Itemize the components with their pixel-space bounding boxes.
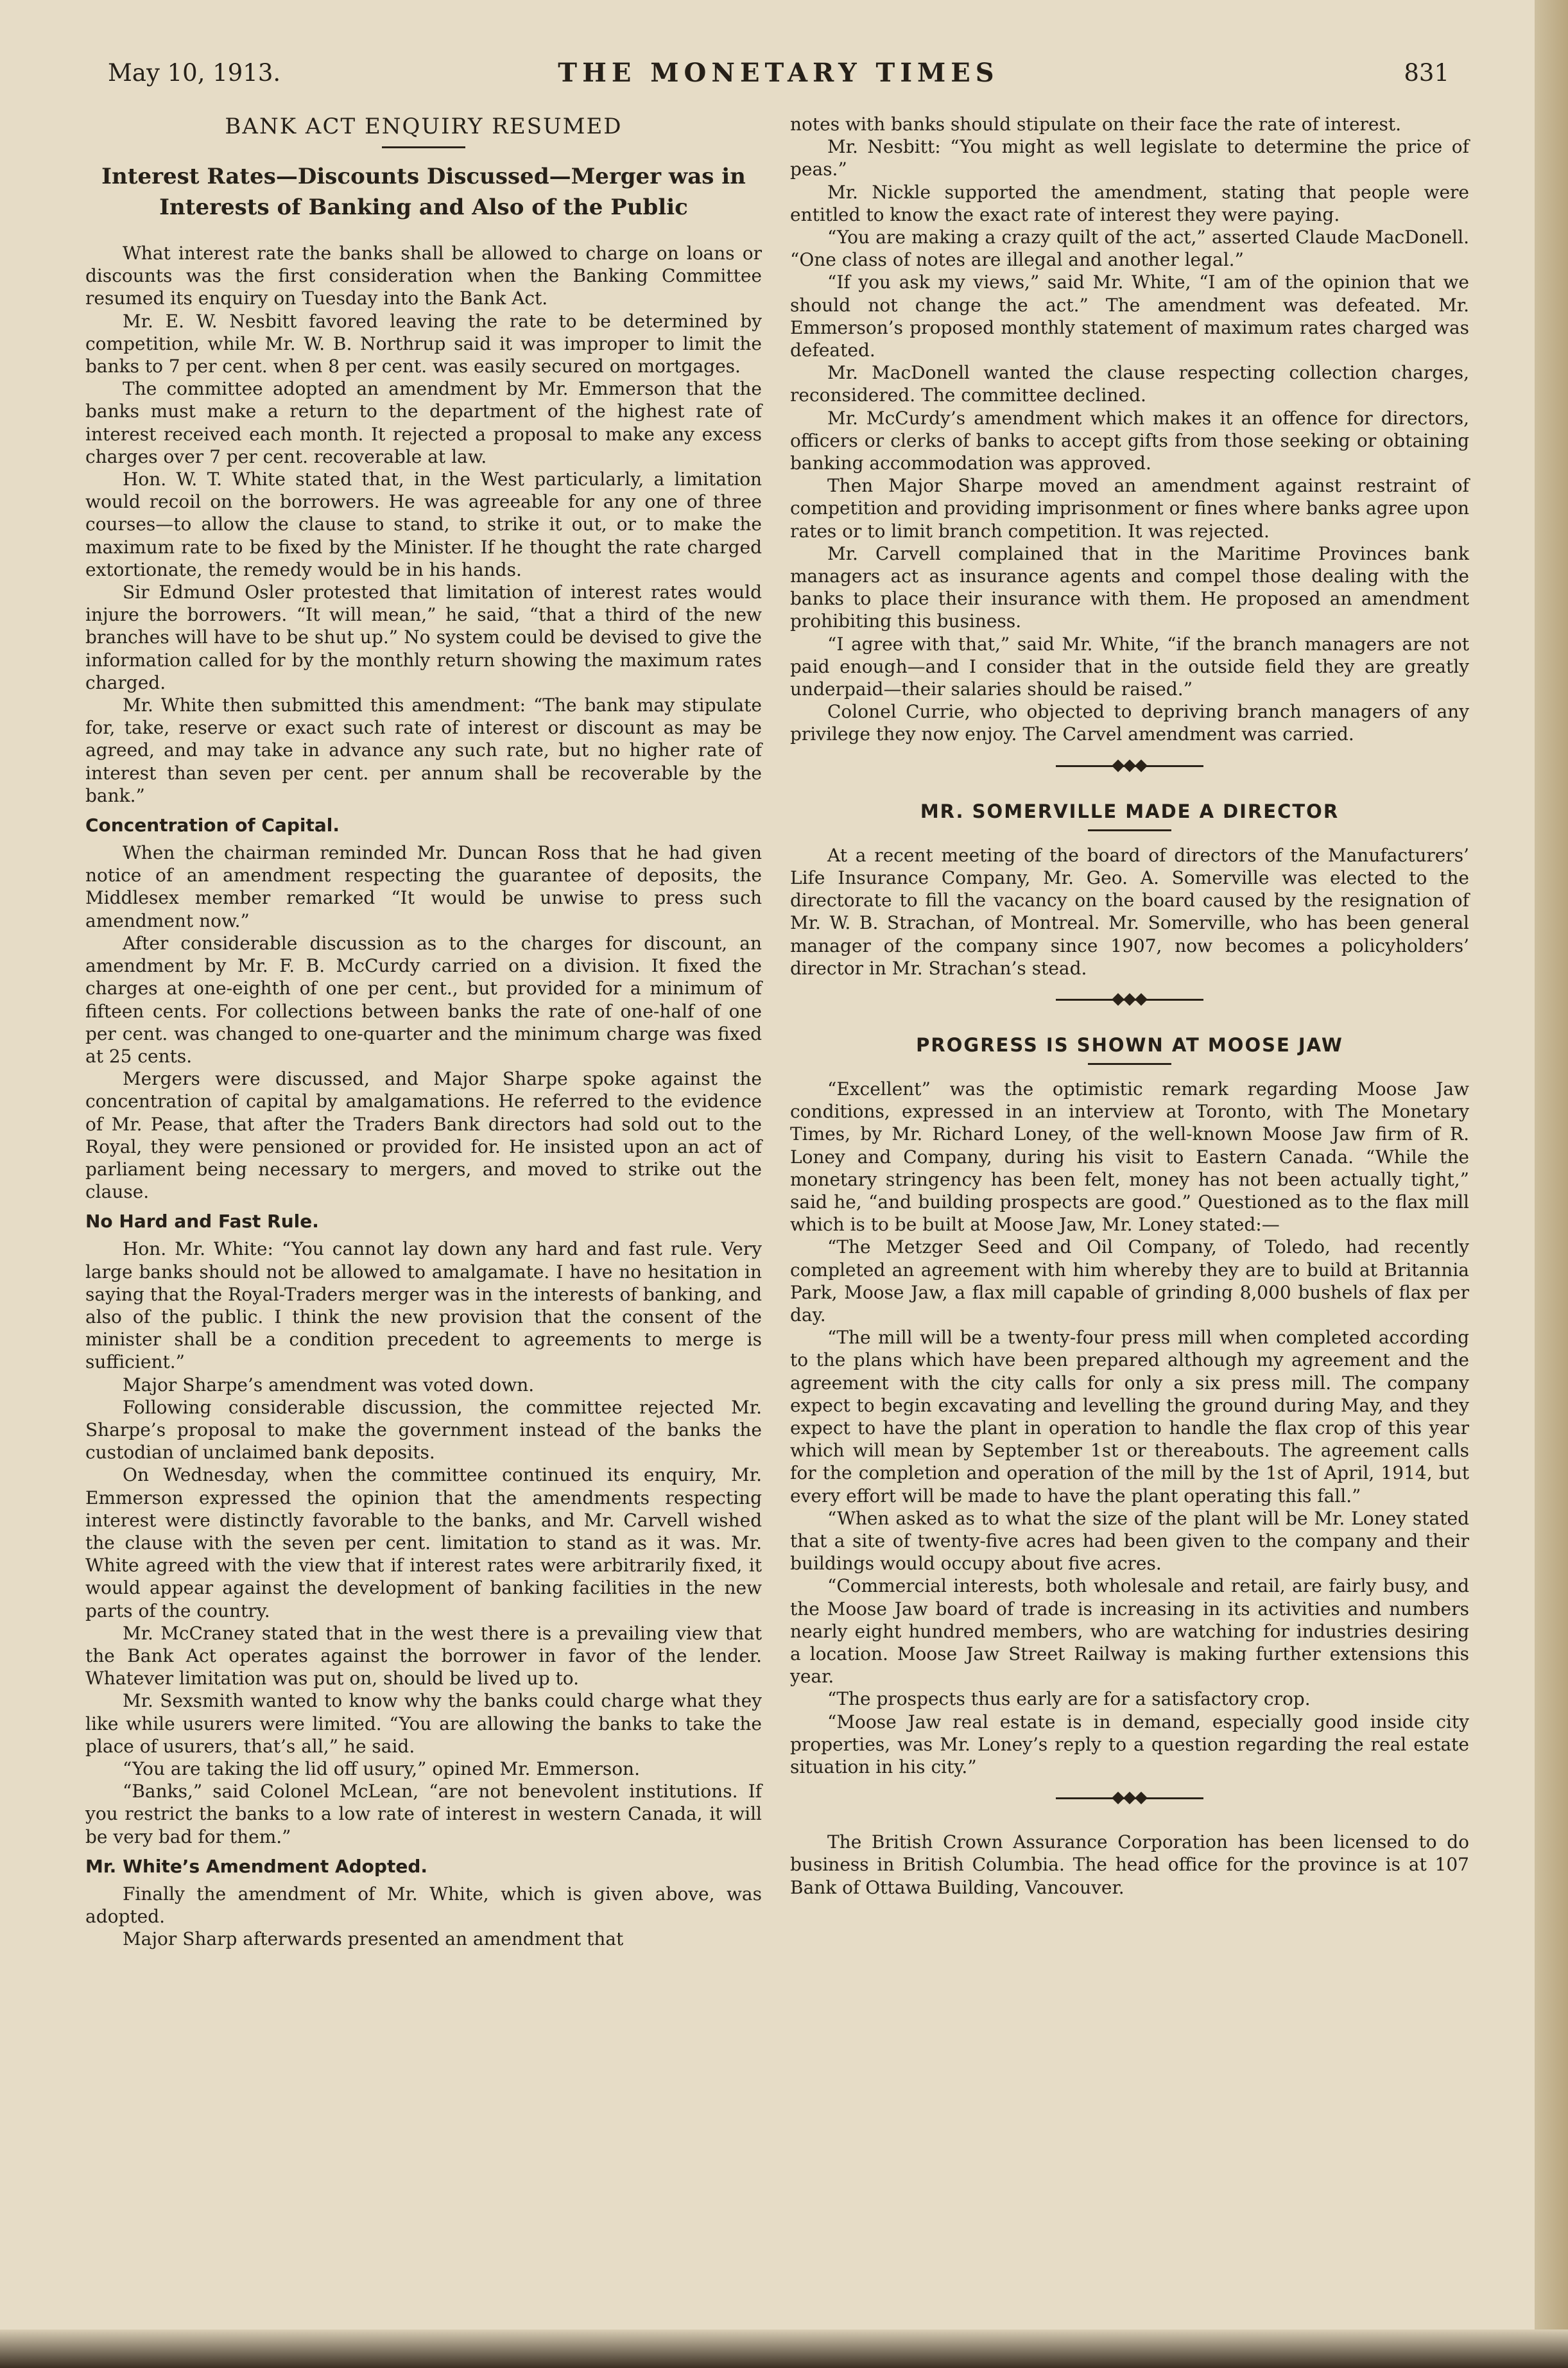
paragraph: “If you ask my views,” said Mr. White, “I am of the opinion that we should not change the act.” The amendment was defeated. Mr. Emmerson’s proposed monthly statement of maximum rates charged was defeated. [790,272,1469,361]
paragraph: “The prospects thus early are for a satisfactory crop. [827,1688,1311,1710]
paragraph: Colonel Currie, who objected to depriving branch managers of any privilege they now enjoy. The Carvel amendment was carried. [790,701,1469,745]
issue-date: May 10, 1913. [108,59,281,87]
section-divider [1056,761,1203,770]
section-heading: No Hard and Fast Rule. [85,1211,319,1232]
paragraph: Mr. McCraney stated that in the west there is a prevailing view that the Bank Act operates against the borrower in favor of the lender. Whatever limitation was put on, should be lived up to. [85,1622,762,1690]
article-title: MR. SOMERVILLE MADE A DIRECTOR [920,800,1340,822]
article-subtitle: Interest Rates—Discounts Discussed—Merger was in Interests of Banking and Also of the Public [101,164,746,220]
paragraph: “Commercial interests, both wholesale and retail, are fairly busy, and the Moose Jaw board of trade is increasing in its activities and numbers nearly eight hundred members, who are watching for industries desiring a location. Moose Jaw Street Railway is making further extensions this year. [790,1575,1469,1688]
paragraph: “You are making a crazy quilt of the act,” asserted Claude MacDonell. “One class of notes are illegal and another legal.” [790,227,1469,271]
paragraph: Hon. Mr. White: “You cannot lay down any hard and fast rule. Very large banks should not be allowed to amalgamate. I have no hesitation in saying that the Royal-Traders merger was in the interests of banking, and also of the public. I think the new provision that the consent of the minister shall be a condition precedent to agreements to merge is sufficient.” [85,1238,762,1373]
article-title: PROGRESS IS SHOWN AT MOOSE JAW [916,1033,1343,1056]
section-heading: Mr. White’s Amendment Adopted. [85,1855,427,1877]
paragraph: “The Metzger Seed and Oil Company, of Toledo, had recently completed an agreement with him whereby they are to build at Britannia Park, Moose Jaw, a flax mill capable of grinding 8,000 bushels of flax per day. [790,1236,1469,1326]
page-bottom-shadow [0,2329,1568,2368]
paragraph: “The mill will be a twenty-four press mill when completed according to the plans which have been prepared although my agreement and the agreement with the city calls for only a six press mill. The company expect to begin excavating and levelling the ground during May, and they expect to have the plant in operation to handle the flax crop of this year which will mean by September 1st or thereabouts. The agreement calls for the completion and operation of the mill by the 1st of April, 1914, but every effort will be made to have the plant operating this fall.” [790,1327,1469,1507]
paragraph: “When asked as to what the size of the plant will be Mr. Loney stated that a site of twenty-five acres had been given to the company and their buildings would occupy about five acres. [790,1507,1469,1575]
paragraph: Then Major Sharpe moved an amendment against restraint of competition and providing imprisonment or fines where banks agree upon rates or to limit branch competition. It was rejected. [790,475,1469,542]
paragraph: Mr. McCurdy’s amendment which makes it an offence for directors, officers or clerks of banks to accept gifts from those seeking or obtaining banking accommodation was approved. [790,407,1469,474]
article-title: BANK ACT ENQUIRY RESUMED [225,114,623,139]
page-header [108,59,1449,98]
paragraph: Mr. Carvell complained that in the Maritime Provinces bank managers act as insurance agents and compel those dealing with the banks to place their insurance with them. He proposed an amendment prohibiting this business. [790,542,1469,632]
paragraph: Sir Edmund Osler protested that limitation of interest rates would injure the borrowers. “It will mean,” he said, “that a third of the new branches will have to be shut up.” No system could be devised to give the information called for by the monthly return showing the maximum rates charged. [85,582,762,693]
section-heading: Concentration of Capital. [85,815,340,836]
paragraph: At a recent meeting of the board of directors of the Manufacturers’ Life Insurance Company, Mr. Geo. A. Somerville was elected to the directorate to fill the vacancy on the board caused by the resignation of Mr. W. B. Strachan, of Montreal. Mr. Somerville, who has been general manager of the company since 1907, now becomes a policyholders’ director in Mr. Strachan’s stead. [790,844,1469,979]
paragraph: notes with banks should stipulate on their face the rate of interest. [790,114,1402,135]
paragraph: When the chairman reminded Mr. Duncan Ross that he had given notice of an amendment respecting the guarantee of deposits, the Middlesex member remarked “It would be unwise to press such amendment now.” [85,842,762,931]
paragraph: The British Crown Assurance Corporation has been licensed to do business in British Columbia. The head office for the province is at 107 Bank of Ottawa Building, Vancouver. [790,1831,1469,1898]
paragraph: Mergers were discussed, and Major Sharpe spoke against the concentration of capital by amalgamations. He referred to the evidence of Mr. Pease, that after the Traders Bank directors had sold out to the Royal, they were pensioned or provided for. He insisted upon an act of parliament being necessary to mergers, and moved to strike out the clause. [85,1068,762,1203]
title-rule [382,146,465,148]
paragraph: “Moose Jaw real estate is in demand, especially good inside city properties, was Mr. Loney’s reply to a question regarding the real estate situation in his city.” [790,1711,1469,1777]
title-rule [1088,1063,1171,1065]
title-rule [1088,829,1171,831]
section-divider [1056,1793,1203,1802]
paragraph: Following considerable discussion, the committee rejected Mr. Sharpe’s proposal to make the government instead of the banks the custodian of unclaimed bank deposits. [85,1396,762,1464]
page-edge [1535,0,1568,2368]
paragraph: What interest rate the banks shall be allowed to charge on loans or discounts was the first consideration when the Banking Committee resumed its enquiry on Tuesday into the Bank Act. [85,243,762,309]
paragraph: Mr. E. W. Nesbitt favored leaving the rate to be determined by competition, while Mr. W. B. Northrup said it was improper to limit the banks to 7 per cent. when 8 per cent. was easily secured on mortgages. [85,310,762,377]
left-column [85,113,762,1950]
paragraph: Major Sharpe’s amendment was voted down. [123,1374,535,1396]
paragraph: “Banks,” said Colonel McLean, “are not benevolent institutions. If you restrict the banks to a low rate of interest in western Canada, it will be very bad for them.” [85,1781,762,1847]
paragraph: Hon. W. T. White stated that, in the West particularly, a limitation would recoil on the borrowers. He was agreeable for any one of three courses—to allow the clause to stand, to strike it out, or to make the maximum rate to be fixed by the Minister. If he thought the rate charged extortionate, the remedy would be in his hands. [85,469,762,580]
paragraph: Mr. Sexsmith wanted to know why the banks could charge what they like while usurers were limited. “You are allowing the banks to take the place of usurers, that’s all,” he said. [85,1690,762,1757]
paragraph: Mr. MacDonell wanted the clause respecting collection charges, reconsidered. The committee declined. [790,362,1469,406]
paragraph: After considerable discussion as to the charges for discount, an amendment by Mr. F. B. McCurdy carried on a division. It fixed the charges at one-eighth of one per cent., but provided for a minimum of fifteen cents. For collections between banks the rate of one-half of one per cent. was changed to one-quarter and the minimum charge was fixed at 25 cents. [85,932,762,1067]
paragraph: Mr. White then submitted this amendment: “The bank may stipulate for, take, reserve or exact such rate of interest or discount as may be agreed, and may take in advance any such rate, but no higher rate of interest than seven per cent. per annum shall be recoverable by the bank.” [85,695,762,806]
paragraph: On Wednesday, when the committee continued its enquiry, Mr. Emmerson expressed the opinion that the amendments respecting interest were distinctly favorable to the banks, and Mr. Carvell wished the clause with the seven per cent. limitation to stand as it was. Mr. White agreed with the view that if interest rates were arbitrarily fixed, it would appear against the development of banking facilities in the new parts of the country. [85,1464,762,1621]
paragraph: The committee adopted an amendment by Mr. Emmerson that the banks must make a return to the department of the highest rate of interest received each month. It rejected a proposal to make any excess charges over 7 per cent. recoverable at law. [85,378,762,467]
paragraph: “I agree with that,” said Mr. White, “if the branch managers are not paid enough—and I consider that in the outside field they are greatly underpaid—their salaries should be raised.” [790,633,1469,700]
paragraph: Major Sharp afterwards presented an amendment that [123,1928,624,1950]
paragraph: Mr. Nickle supported the amendment, stating that people were entitled to know the exact rate of interest they were paying. [790,181,1469,225]
right-column [790,113,1469,1899]
paragraph: “You are taking the lid off usury,” opined Mr. Emmerson. [123,1758,640,1779]
paragraph: Finally the amendment of Mr. White, which is given above, was adopted. [85,1883,762,1928]
publication-title: THE MONETARY TIMES [558,58,999,88]
page-number: 831 [1404,59,1449,87]
paragraph: “Excellent” was the optimistic remark regarding Moose Jaw conditions, expressed in an interview at Toronto, with The Monetary Times, by Mr. Richard Loney, of the well-known Moose Jaw firm of R. Loney and Company, during his visit to Eastern Canada. “While the monetary stringency has been felt, money has not been actually tight,” said he, “and building prospects are good.” Questioned as to the flax mill which is to be built at Moose Jaw, Mr. Loney stated:— [790,1078,1469,1236]
section-divider [1056,995,1203,1004]
paragraph: Mr. Nesbitt: “You might as well legislate to determine the price of peas.” [790,136,1469,180]
